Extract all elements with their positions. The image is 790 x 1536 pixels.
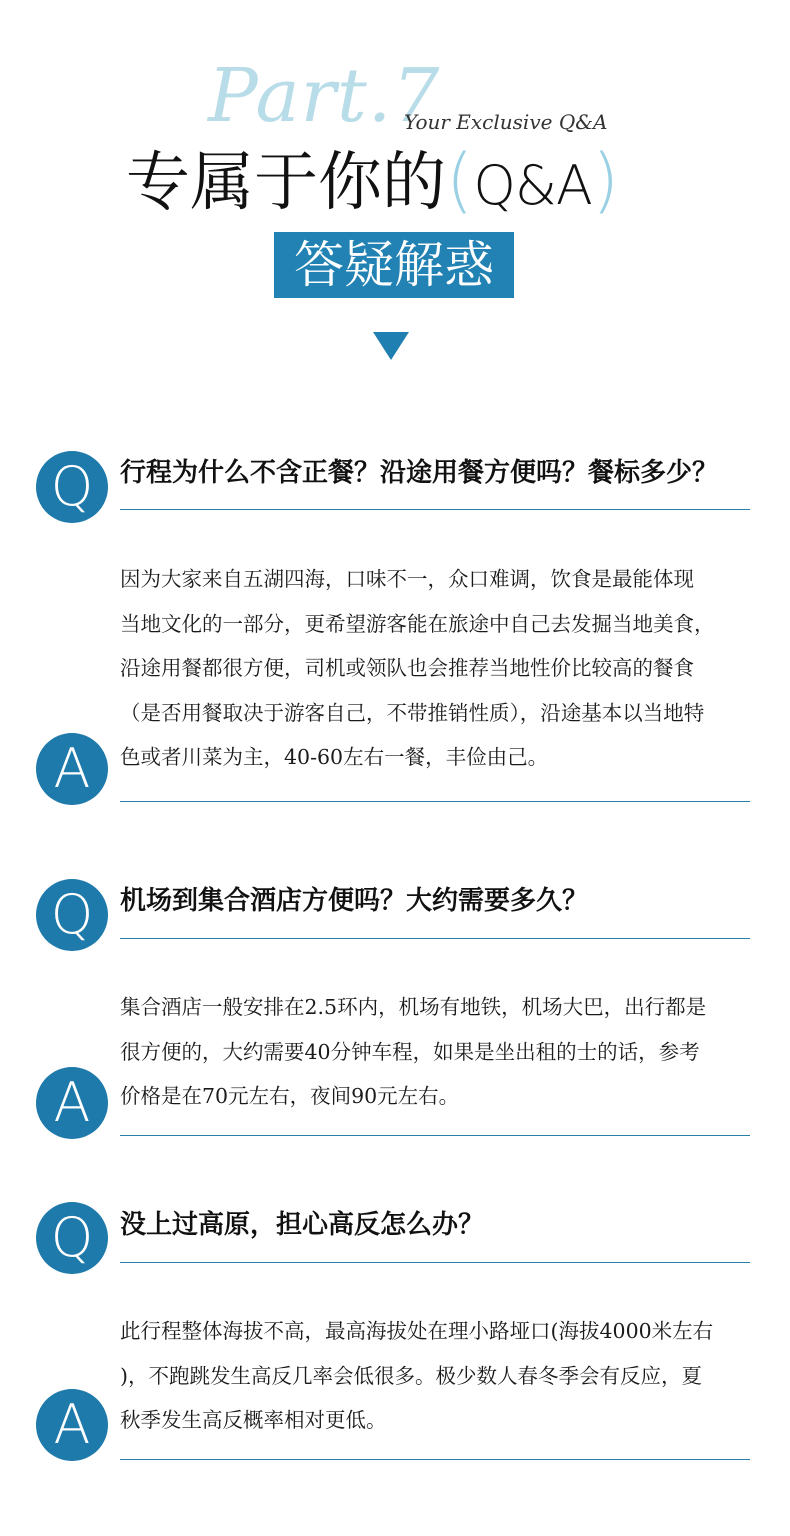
title-paren-open: ( — [446, 139, 474, 221]
answer-1 — [120, 557, 754, 780]
question-2: 机场到集合酒店方便吗？大约需要多久？ — [120, 886, 589, 916]
question-divider-2 — [120, 938, 750, 939]
part-subtitle: Your Exclusive Q&A — [404, 110, 608, 134]
answer-divider-3 — [120, 1459, 750, 1460]
a-badge-1: A — [36, 733, 108, 805]
answer-2 — [120, 985, 754, 1119]
answer-2-line: 集合酒店一般安排在2.5环内，机场有地铁，机场大巴，出行都是 — [120, 995, 707, 1019]
question-divider-3 — [120, 1262, 750, 1263]
q-badge-2: Q — [36, 879, 108, 951]
answer-2-line: 很方便的，大约需要40分钟车程，如果是坐出租的士的话，参考 — [120, 1039, 700, 1064]
question-1: 行程为什么不含正餐？沿途用餐方便吗？餐标多少？ — [120, 458, 719, 488]
answer-3-line: )，不跑跳发生高反几率会低很多。极少数人春冬季会有反应，夏 — [120, 1363, 702, 1388]
page-title — [126, 140, 666, 220]
q-badge-1: Q — [36, 451, 108, 523]
answer-divider-2 — [120, 1135, 750, 1136]
answer-1-line: 当地文化的一部分，更希望游客能在旅途中自己去发掘当地美食， — [120, 611, 715, 636]
q-badge-3: Q — [36, 1202, 108, 1274]
answer-1-line: 色或者川菜为主，40-60左右一餐，丰俭由己。 — [120, 745, 549, 769]
part-script-heading: Part.7 — [208, 53, 441, 139]
question-3: 没上过高原，担心高反怎么办？ — [120, 1210, 485, 1240]
page-title-text: 专属于你的 — [126, 146, 446, 220]
answer-3-line: 秋季发生高反概率相对更低。 — [120, 1408, 387, 1432]
title-paren-close: ) — [591, 139, 620, 221]
a-badge-2: A — [36, 1067, 108, 1139]
title-qa: Q&A — [473, 154, 592, 217]
answer-3-line: 此行程整体海拔不高，最高海拔处在理小路垭口(海拔4000米左右 — [120, 1319, 714, 1343]
down-arrow-icon — [373, 332, 409, 360]
question-divider-1 — [120, 509, 750, 510]
answer-3 — [120, 1309, 754, 1443]
answer-1-line: 因为大家来自五湖四海，口味不一，众口难调，饮食是最能体现 — [120, 567, 694, 591]
answer-2-line: 价格是在70元左右，夜间90元左右。 — [120, 1084, 460, 1108]
section-banner: 答疑解惑 — [274, 232, 514, 298]
answer-1-line: （是否用餐取决于游客自己，不带推销性质），沿途基本以当地特 — [120, 700, 705, 725]
answer-divider-1 — [120, 801, 750, 802]
a-badge-3: A — [36, 1389, 108, 1461]
answer-1-line: 沿途用餐都很方便，司机或领队也会推荐当地性价比较高的餐食 — [120, 656, 694, 680]
